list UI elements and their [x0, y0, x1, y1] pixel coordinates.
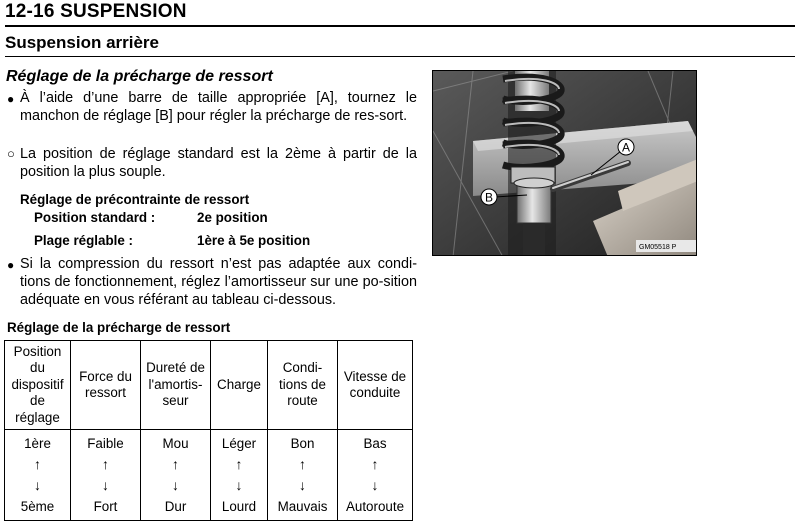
range-top-value: Mou [162, 436, 189, 451]
range-bottom-value: Mauvais [277, 499, 328, 514]
table-cell [141, 430, 211, 521]
range-top-value: Bon [290, 436, 315, 451]
spec-label: Position standard : [34, 210, 156, 225]
range-bottom-value: Autoroute [345, 499, 405, 514]
paragraph-text: Si la compression du ressort n’est pas adaptée aux condi-tions de fonctionnement, réglez l’amortisseur sur une po-sition adéquate en vous référant au tableau ci-dessous. [20, 256, 417, 308]
table-cell [211, 430, 268, 521]
table-row [5, 430, 413, 521]
spec-title: Réglage de précontrainte de ressort [20, 192, 250, 207]
arrow-down-icon: ↓ [371, 477, 379, 493]
arrow-down-icon: ↓ [235, 477, 243, 493]
bullet-dot-icon: ● [7, 258, 15, 272]
table-header-cell: Position du dispositif de réglage [5, 341, 71, 430]
arrow-down-icon: ↓ [34, 477, 41, 493]
table-cell [338, 430, 413, 521]
bullet-dot-icon: ● [7, 92, 15, 106]
table-header-cell: Dureté de l'amortis-seur [141, 341, 211, 430]
table-header-cell: Condi-tions de route [268, 341, 338, 430]
range-bottom-value: Lourd [221, 499, 257, 514]
section-title: Suspension arrière [5, 33, 160, 52]
subsection-title: Réglage de la précharge de ressort [6, 68, 273, 85]
shock-absorber-illustration [433, 71, 697, 256]
table-cell [268, 430, 338, 521]
section-divider [5, 56, 795, 57]
paragraph-text: La position de réglage standard est la 2ème à partir de la position la plus souple. [20, 146, 417, 180]
range-top-value: Faible [87, 436, 124, 451]
figure-code: GM05518 P [639, 244, 677, 251]
arrow-up-icon: ↑ [172, 456, 179, 472]
paragraph-standard-position [7, 145, 417, 181]
arrow-up-icon: ↑ [299, 456, 306, 472]
spec-value: 1ère à 5e position [197, 233, 311, 248]
range-bottom-value: 5ème [20, 499, 55, 514]
bullet-circle-icon: ○ [7, 146, 15, 161]
arrow-up-icon: ↑ [371, 456, 379, 472]
page-header [5, 0, 795, 27]
preload-table [4, 340, 413, 521]
paragraph-text: À l’aide d’une barre de taille appropriée [A], tournez le manchon de réglage [B] pour régler la précharge de res-sort. [20, 90, 417, 124]
arrow-down-icon: ↓ [172, 477, 179, 493]
range-top-value: 1ère [24, 436, 51, 451]
table-cell [5, 430, 71, 521]
paragraph-adjust-instruction [7, 89, 417, 125]
range-top-value: Bas [363, 436, 387, 451]
table-header-row [5, 341, 413, 430]
range-bottom-value: Fort [93, 499, 118, 514]
spec-row-standard [34, 210, 268, 225]
range-bottom-value: Dur [164, 499, 187, 514]
shock-absorber-photo [432, 70, 697, 256]
spec-row-range [34, 233, 311, 248]
spec-label: Plage réglable : [34, 233, 133, 248]
table-header-cell: Force du ressort [71, 341, 141, 430]
spec-value: 2e position [197, 210, 268, 225]
page-title: 12-16 SUSPENSION [5, 1, 187, 22]
table-title: Réglage de la précharge de ressort [7, 320, 231, 335]
arrow-down-icon: ↓ [102, 477, 109, 493]
table-cell [71, 430, 141, 521]
arrow-up-icon: ↑ [34, 456, 41, 472]
table-header-cell: Charge [211, 341, 268, 430]
arrow-down-icon: ↓ [299, 477, 306, 493]
table-header-cell: Vitesse de conduite [338, 341, 413, 430]
arrow-up-icon: ↑ [235, 456, 243, 472]
callout-label-a: A [621, 140, 631, 155]
range-top-value: Léger [221, 436, 257, 451]
arrow-up-icon: ↑ [102, 456, 109, 472]
paragraph-adjust-conditions [7, 255, 417, 309]
callout-label-b: B [484, 190, 494, 205]
